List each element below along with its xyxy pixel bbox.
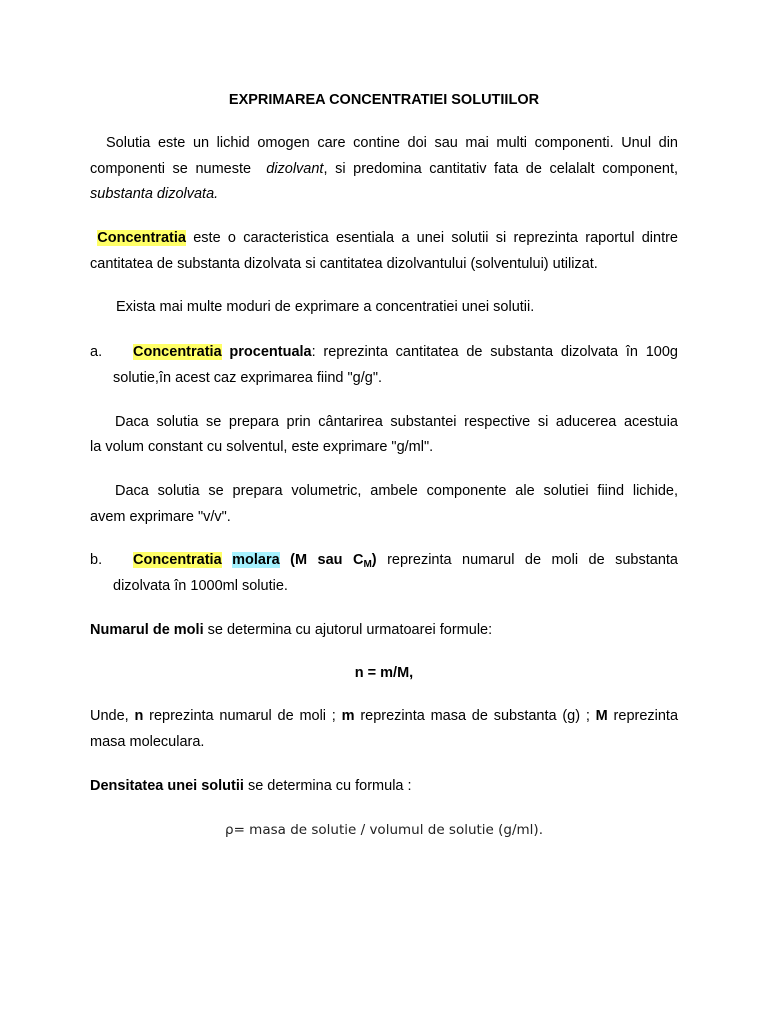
gml-line-1: Daca solutia se prepara prin cântarirea substantei respective si aducerea acestuia xyxy=(115,414,678,430)
unde-line-1: Unde, n reprezinta numarul de moli ; m reprezinta masa de substanta (g) ; M reprezinta xyxy=(90,708,679,724)
section-b-marker: b. xyxy=(90,552,103,568)
page-title: EXPRIMAREA CONCENTRATIEI SOLUTIILOR xyxy=(228,92,540,108)
intro-text-1: Solutia este un lichid omogen care contine doi sau mai multi componenti. Unul din xyxy=(106,135,678,151)
unde-line-2: masa moleculara. xyxy=(90,734,205,750)
section-a-line-1: Concentratia procentuala: reprezinta cantitatea de substanta dizolvata în 100g xyxy=(133,344,679,360)
vv-line-2: avem exprimare "v/v". xyxy=(90,509,231,525)
gml-line-2: la volum constant cu solventul, este exprimare "g/ml". xyxy=(90,439,434,455)
term-dizolvant: dizolvant xyxy=(266,161,324,177)
section-a-line-2: solutie,în acest caz exprimarea fiind "g/g". xyxy=(113,370,383,386)
moli-line: Numarul de moli se determina cu ajutorul urmatoarei formule: xyxy=(90,622,493,638)
section-a-marker: a. xyxy=(90,344,103,360)
concentratia-def-line-2: cantitatea de substanta dizolvata si cantitatea dizolvantului (solventului) utilizat. xyxy=(90,256,598,272)
section-b-line-1: Concentratia molara (M sau $C_M$) reprezinta numarul de moli de substanta xyxy=(133,552,679,570)
highlight-concentratia: Concentratia xyxy=(97,230,186,246)
intro-line-3 xyxy=(90,184,678,204)
highlight-concentratia-a: Concentratia xyxy=(133,344,222,360)
formula-moli: n = m/M, xyxy=(354,665,414,681)
intro-line-2: componenti se numeste dizolvant, si predomina cantitativ fata de celalalt component, xyxy=(90,161,679,177)
section-b-line-2: dizolvata în 1000ml solutie. xyxy=(113,578,288,594)
modes-intro: Exista mai multe moduri de exprimare a concentratiei unei solutii. xyxy=(116,299,535,315)
highlight-concentratia-b: Concentratia xyxy=(133,552,222,568)
intro-line-1 xyxy=(90,133,678,153)
concentratia-def-line-1: Concentratia este o caracteristica esentiala a unei solutii si reprezinta raportul dintre xyxy=(97,230,678,246)
term-substanta-dizolvata: substanta dizolvata. xyxy=(90,186,219,202)
vv-line-1: Daca solutia se prepara volumetric, ambele componente ale solutiei fiind lichide, xyxy=(115,483,678,499)
formula-densitate: ρ= masa de solutie / volumul de solutie (g/ml). xyxy=(225,822,543,838)
densitate-line: Densitatea unei solutii se determina cu formula : xyxy=(90,778,412,794)
highlight-molara: molara xyxy=(232,552,280,568)
